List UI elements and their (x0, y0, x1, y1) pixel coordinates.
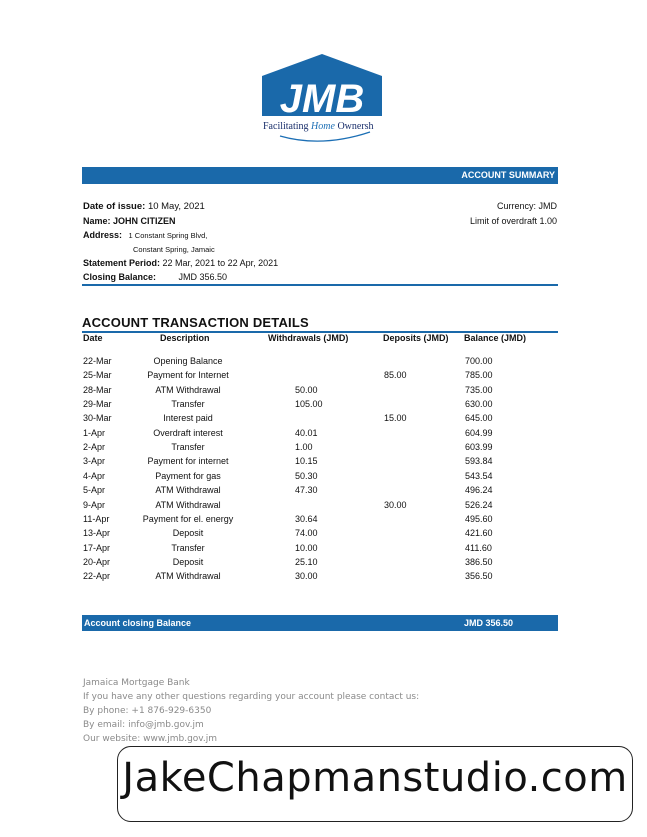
address-line-2: Constant Spring, Jamaic (133, 245, 215, 254)
account-closing-balance-bar (82, 615, 558, 631)
cell-withdrawal: 74.00 (295, 528, 318, 539)
cell-withdrawal: 50.30 (295, 470, 318, 481)
table-row (0, 485, 647, 499)
table-row (0, 413, 647, 427)
cell-date: 22-Mar (83, 356, 112, 366)
closing-balance: Closing Balance: JMD 356.50 (83, 272, 228, 282)
header-balance: Balance (JMD) (464, 333, 527, 343)
cell-description: Transfer (171, 542, 205, 553)
transactions-title: ACCOUNT TRANSACTION DETAILS (82, 315, 309, 330)
table-row (0, 385, 647, 399)
table-row (0, 500, 647, 514)
watermark-box (117, 746, 633, 822)
cell-description: Transfer (171, 442, 205, 453)
cell-balance: 593.84 (465, 456, 493, 467)
cell-balance: 645.00 (465, 413, 493, 424)
cell-balance: 700.00 (465, 356, 493, 366)
cell-date: 25-Mar (83, 370, 112, 381)
cell-date: 1-Apr (83, 427, 106, 438)
footer-website[interactable]: Our website: www.jmb.gov.jm (83, 734, 218, 744)
cell-description: Transfer (171, 399, 205, 410)
cell-date: 11-Apr (83, 513, 110, 524)
cell-balance: 543.54 (465, 470, 493, 481)
header-description: Description (160, 333, 210, 343)
cell-date: 29-Mar (83, 399, 112, 410)
header-date: Date (83, 333, 103, 343)
cell-withdrawal: 1.00 (295, 442, 313, 453)
cell-balance: 411.60 (465, 542, 492, 553)
table-row (0, 571, 647, 585)
cell-withdrawal: 25.10 (295, 556, 318, 567)
header-deposits: Deposits (JMD) (383, 333, 449, 343)
cell-date: 28-Mar (83, 384, 112, 395)
cell-description: Overdraft interest (153, 427, 223, 438)
logo-tagline: Facilitating Home Ownersh (263, 121, 374, 132)
cell-date: 5-Apr (83, 485, 106, 496)
table-row (0, 471, 647, 485)
cell-balance: 735.00 (465, 384, 493, 395)
cell-description: Payment for internet (147, 456, 229, 467)
cell-description: ATM Withdrawal (155, 384, 221, 395)
customer-name: Name: JOHN CITIZEN (83, 216, 176, 226)
cell-withdrawal: 50.00 (295, 384, 318, 395)
table-row (0, 370, 647, 384)
table-row (0, 399, 647, 413)
footer-bank-name: Jamaica Mortgage Bank (83, 678, 190, 688)
cell-description: ATM Withdrawal (155, 571, 221, 582)
cell-withdrawal: 30.00 (295, 571, 318, 582)
cell-withdrawal: 105.00 (295, 399, 323, 410)
footer-contact-text: If you have any other questions regarding your account please contact us: (83, 692, 420, 702)
table-row (0, 442, 647, 456)
table-row (0, 356, 647, 370)
cell-date: 17-Apr (83, 542, 111, 553)
currency: Currency: JMD (496, 201, 557, 211)
cell-withdrawal: 47.30 (295, 485, 318, 496)
closing-balance-label: Account closing Balance (84, 618, 192, 628)
cell-description: Deposit (172, 556, 204, 567)
cell-deposit: 15.00 (384, 413, 407, 424)
table-row (0, 528, 647, 542)
cell-description: Payment for Internet (147, 370, 229, 381)
cell-description: Interest paid (163, 413, 213, 424)
date-of-issue: Date of issue: 10 May, 2021 (83, 201, 205, 212)
cell-withdrawal: 10.00 (295, 542, 318, 553)
cell-description: ATM Withdrawal (155, 499, 221, 510)
overdraft-limit: Limit of overdraft 1.00 (469, 216, 557, 226)
cell-balance: 495.60 (465, 513, 493, 524)
cell-balance: 785.00 (465, 370, 493, 381)
table-row (0, 428, 647, 442)
header-withdrawals: Withdrawals (JMD) (268, 333, 349, 343)
cell-date: 3-Apr (83, 456, 106, 467)
footer-phone: By phone: +1 876-929-6350 (83, 706, 212, 716)
cell-description: Deposit (172, 528, 204, 539)
address-line-1: Address: 1 Constant Spring Blvd, (83, 230, 208, 240)
account-summary-bar (82, 167, 558, 184)
closing-balance-value: JMD 356.50 (464, 618, 514, 628)
cell-withdrawal: 10.15 (295, 456, 318, 467)
cell-date: 13-Apr (83, 528, 111, 539)
cell-balance: 604.99 (465, 427, 493, 438)
account-summary-title: ACCOUNT SUMMARY (461, 170, 555, 180)
cell-withdrawal: 40.01 (295, 427, 318, 438)
table-row (0, 514, 647, 528)
table-row (0, 543, 647, 557)
cell-date: 2-Apr (83, 442, 106, 453)
logo-letters: JMB (279, 77, 365, 121)
table-row (0, 557, 647, 571)
cell-date: 30-Mar (83, 413, 112, 424)
cell-description: ATM Withdrawal (155, 485, 221, 496)
cell-description: Opening Balance (153, 356, 223, 366)
cell-description: Payment for el. energy (142, 513, 234, 524)
cell-deposit: 30.00 (384, 499, 407, 510)
cell-balance: 421.60 (465, 528, 493, 539)
cell-balance: 526.24 (465, 499, 493, 510)
cell-date: 4-Apr (83, 470, 106, 481)
cell-balance: 603.99 (465, 442, 493, 453)
cell-date: 22-Apr (83, 571, 111, 582)
cell-date: 20-Apr (83, 556, 111, 567)
statement-period: Statement Period: 22 Mar, 2021 to 22 Apr, 2021 (83, 258, 279, 268)
cell-balance: 386.50 (465, 556, 493, 567)
cell-balance: 356.50 (465, 571, 493, 582)
table-row (0, 456, 647, 470)
cell-balance: 496.24 (465, 485, 493, 496)
cell-description: Payment for gas (155, 470, 221, 481)
cell-date: 9-Apr (83, 499, 106, 510)
cell-withdrawal: 30.64 (295, 513, 318, 524)
cell-balance: 630.00 (465, 399, 493, 410)
watermark-text: JakeChapmanstudio.com (122, 755, 628, 801)
summary-divider (82, 284, 558, 286)
cell-deposit: 85.00 (384, 370, 407, 381)
footer-email[interactable]: By email: info@jmb.gov.jm (83, 720, 204, 730)
